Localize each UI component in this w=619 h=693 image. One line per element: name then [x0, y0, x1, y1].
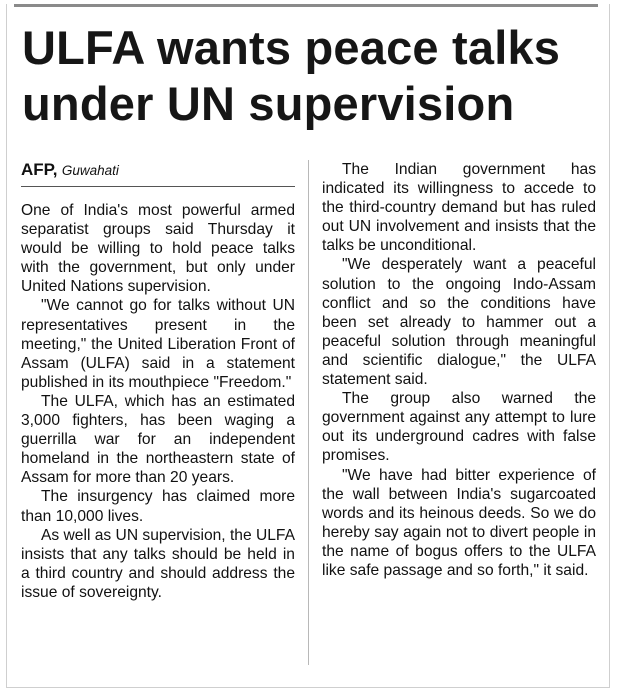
paragraph: One of India's most powerful armed separatist groups said Thursday it would be willing to hold peace talks with the government, but only under United Nations supervision. [21, 202, 295, 296]
paragraph: The group also warned the government against any attempt to lure out its underground cadres with false promises. [322, 390, 596, 465]
byline [21, 160, 295, 187]
column-divider [308, 160, 309, 665]
paragraph: As well as UN supervision, the ULFA insists that any talks should be held in a third country and should address the issue of sovereignty. [21, 526, 295, 601]
byline-agency: AFP, [21, 160, 58, 179]
byline-location: Guwahati [61, 163, 119, 178]
headline: ULFA wants peace talks under UN supervision [22, 21, 561, 130]
paragraph: "We desperately want a peaceful solution to the ongoing Indo-Assam conflict and so the conditions have been set already to hammer out a peaceful solution through meaningful and scientific dialogue," the ULFA statement said. [322, 256, 596, 389]
paragraph: The Indian government has indicated its willingness to accede to the third-country demand but has ruled out UN involvement and insists that the talks be unconditional. [322, 161, 596, 255]
paragraph: "We have had bitter experience of the wall between India's sugarcoated words and its heinous deeds. So we do hereby say again not to divert people in the name of bogus offers to the ULFA like safe passage and so forth," it said. [322, 466, 596, 579]
left-column [21, 160, 295, 602]
paragraph: "We cannot go for talks without UN representatives present in the meeting," the United Liberation Front of Assam (ULFA) said in a statement published in its mouthpiece "Freedom." [21, 297, 295, 391]
right-column [322, 160, 596, 580]
top-rule [14, 4, 598, 7]
paragraph: The insurgency has claimed more than 10,000 lives. [21, 488, 295, 525]
paragraph: The ULFA, which has an estimated 3,000 fighters, has been waging a guerrilla war for an independent homeland in the northeastern state of Assam for more than 20 years. [21, 392, 295, 487]
